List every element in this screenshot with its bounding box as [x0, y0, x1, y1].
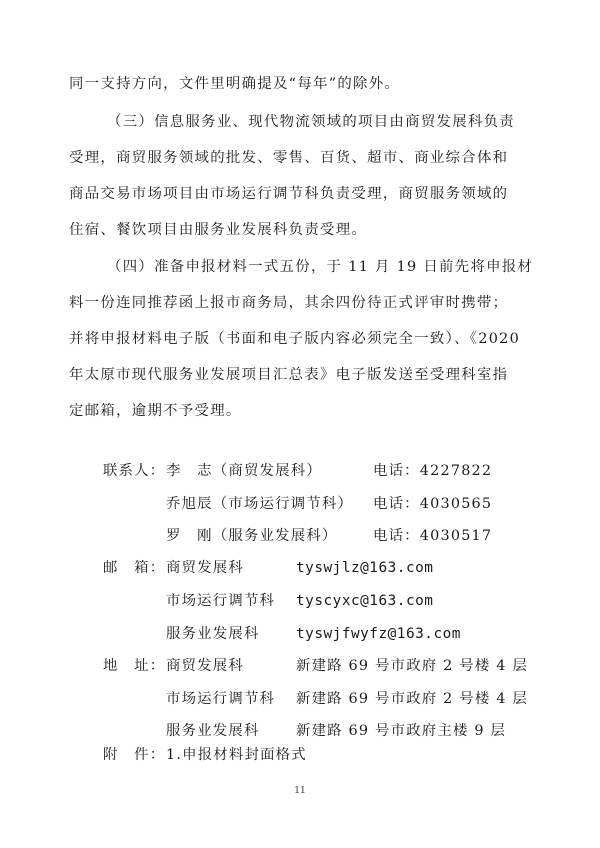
paragraph-line: 受理，商贸服务领域的批发、零售、百货、超市、商业综合体和: [69, 150, 509, 166]
paragraph-line: （四）准备申报材料一式五份，于 11 月 19 日前先将申报材: [107, 259, 534, 275]
paragraph-line: 住宿、餐饮项目由服务业发展科负责受理。: [69, 222, 368, 238]
address-dept: 市场运行调节科: [166, 691, 276, 707]
address-text: 新建路 69 号市政府 2 号楼 4 层: [296, 658, 528, 674]
paragraph-line: 同一支持方向，文件里明确提及“每年”的除外。: [69, 76, 401, 92]
attachment-item: 1.申报材料封面格式: [166, 747, 307, 763]
mailbox-email: tyswjfwyfz@163.com: [296, 626, 461, 642]
mailbox-label: 邮 箱：: [103, 560, 166, 576]
contact-person: 罗 刚（服务业发展科）: [166, 528, 338, 544]
attachment-label: 附 件：: [103, 747, 166, 763]
address-label: 地 址：: [103, 658, 166, 674]
address-text: 新建路 69 号市政府 2 号楼 4 层: [296, 691, 528, 707]
contact-person: 乔旭辰（市场运行调节科）: [166, 496, 354, 512]
contact-phone: 电话：4030517: [373, 528, 493, 544]
address-dept: 服务业发展科: [166, 723, 260, 739]
address-text: 新建路 69 号市政府主楼 9 层: [296, 723, 507, 739]
paragraph-line: 商品交易市场项目由市场运行调节科负责受理，商贸服务领域的: [69, 186, 509, 202]
contact-phone: 电话：4030565: [373, 496, 493, 512]
mailbox-email: tyscyxc@163.com: [296, 593, 434, 609]
paragraph-line: 料一份连同推荐函上报市商务局，其余四份待正式评审时携带；: [69, 295, 509, 311]
paragraph-line: （三）信息服务业、现代物流领域的项目由商贸发展科负责: [107, 114, 515, 130]
address-dept: 商贸发展科: [166, 658, 244, 674]
mailbox-dept: 商贸发展科: [166, 560, 244, 576]
paragraph-line: 并将申报材料电子版（书面和电子版内容必须完全一致）、《2020: [69, 331, 521, 347]
contact-person: 李 志（商贸发展科）: [166, 463, 322, 479]
contacts-label: 联系人：: [103, 463, 166, 479]
paragraph-line: 年太原市现代服务业发展项目汇总表》电子版发送至受理科室指: [69, 367, 509, 383]
page-number: 11: [294, 786, 306, 796]
contact-phone: 电话：4227822: [373, 463, 493, 479]
mailbox-email: tyswjlz@163.com: [296, 560, 434, 576]
mailbox-dept: 市场运行调节科: [166, 593, 276, 609]
paragraph-line: 定邮箱，逾期不予受理。: [69, 403, 242, 419]
mailbox-dept: 服务业发展科: [166, 626, 260, 642]
